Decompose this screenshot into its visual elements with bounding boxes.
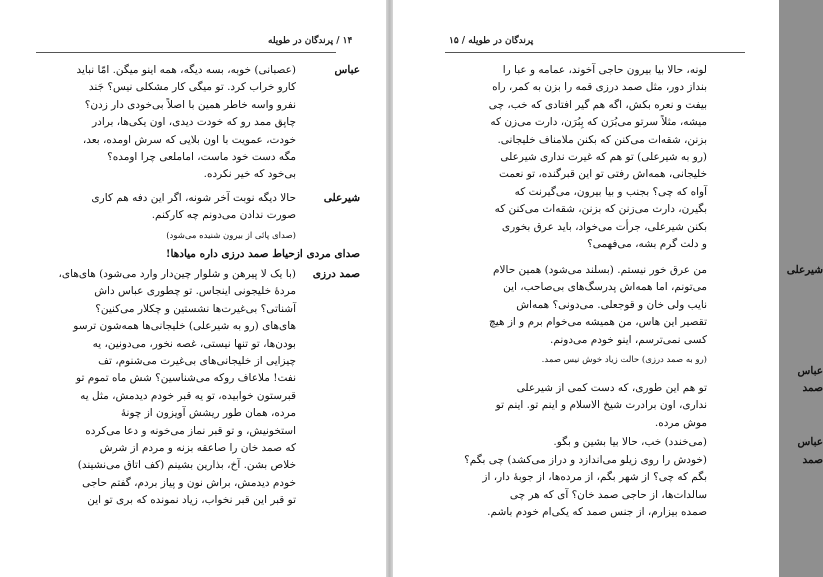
text-line: آشناتی؟ بی‌غیرت‌ها نشستین و چکلار می‌کنین؟ [95, 302, 296, 315]
dialogue-entry [441, 434, 823, 451]
speaker-name: عباس [797, 365, 823, 377]
stage-direction [441, 352, 759, 369]
text-line: که صمد خان را صاعقه بزنه و مردم از شرش [99, 442, 296, 455]
text-line: و دلت گرم بشه، می‌فهمی؟ [587, 238, 707, 251]
speaker-name: عباس [797, 436, 823, 448]
speaker-name: صمد درزی [312, 268, 360, 280]
stage-direction [30, 228, 360, 245]
left-page [0, 0, 386, 577]
text-line: صورت ندادن می‌دونم چه کارکنم. [151, 209, 296, 222]
speaker-name: شیرعلی [786, 264, 823, 276]
text-line: من عرق خور نیستم. (بسلند می‌شود) همین حالام [493, 264, 707, 276]
text-line: می‌تونم، اما همه‌اش پدرسگ‌های بی‌صاحب، این [503, 281, 707, 294]
text-line: آواه که چی؟ بجنب و بیا بیرون، می‌گیرنت که [514, 185, 707, 198]
text-line: (رو به شیرعلی) تو هم که غیرت نداری شیرعلی [500, 151, 707, 164]
text-line: بنداز دور، مثل صمد درزی قمه را بزن به کمر، راه [492, 81, 707, 94]
text-line: (می‌خندد) خب، حالا بیا بشین و بگو. [553, 436, 707, 448]
book-gutter [386, 0, 393, 577]
text-line: بی‌خود که خیر نکرده. [203, 168, 296, 181]
page-header: ۱۴ / پرندگان در طویله [268, 36, 353, 46]
text-line: موش مرده. [654, 416, 707, 429]
text-line: لونه، حالا بیا بیرون حاجی آخوند، عمامه و عبا را [502, 64, 707, 76]
text-line: بگم که چی؟ از شهر بگم، از مرده‌ها، از جوبهٔ دار، از [482, 471, 707, 484]
speaker-name: عباس [334, 64, 360, 76]
dialogue-text [441, 452, 707, 522]
right-page [393, 0, 823, 577]
text-line: نفت! ملاعاف روکه می‌شناسین؟ شش ماه تموم تو [76, 372, 296, 385]
stage-direction-text: (صدای پائی از بیرون شنیده می‌شود) [166, 231, 296, 241]
speaker-name: شیرعلی [323, 192, 360, 204]
dialogue-text [30, 190, 296, 225]
text-line: نداری، اون برادرت شیخ الاسلام و اینم تو. اینم تو [495, 399, 707, 412]
text-line: (با یک لا پیرهن و شلوار چین‌دار وارد می‌شود) های‌های، [58, 268, 296, 280]
text-line: های‌های (رو به شیرعلی) خلیجانی‌ها همه‌شون ترسو [73, 320, 296, 333]
dialogue-entry [441, 380, 823, 432]
sound-effect [30, 246, 360, 263]
text-line: میشه، مثلاً سرتو می‌بُرَن که بِبُرَن، دارت می‌زن که [490, 116, 707, 129]
text-line: نایب ولی خان و قوجعلی. می‌دونی؟ همه‌اش [516, 298, 707, 311]
header-rule [445, 52, 745, 53]
text-line: (خودش را روی زیلو می‌اندازد و دراز می‌کشد) چی بگم؟ [464, 454, 707, 466]
speaker-name: صمد [802, 454, 823, 466]
text-line: نفرو واسه خاطر همین با اصلاً بی‌خودی دار زدن؟ [84, 98, 296, 111]
text-line: بکنن شیرعلی، جرأت می‌خواد، باید عرق بخوری [501, 220, 707, 233]
dialogue-entry [441, 452, 823, 522]
text-line: سالدات‌ها، از حاجی صمد خان؟ آی که هر چی [509, 488, 707, 501]
text-line: مرده، همان طور ریشش آویزون از چونهٔ [120, 407, 296, 420]
stage-direction-text: (رو به صمد درزی) حالت زیاد خوش نیس صمد. [541, 355, 707, 365]
header-rule [36, 52, 336, 53]
sound-effect-text: صدای مردی ازحیاط صمد درزی داره میادها! [165, 248, 360, 260]
text-line: حالا دیگه نوبت آخر شونه، اگر این دفه هم کاری [91, 192, 296, 204]
text-line: مگه دست خود ماست، اماملعی چرا اومده؟ [107, 151, 296, 164]
text-line: بزنن، شقه‌ات می‌کنن که بکنن ملامناف خلیجانی. [497, 133, 707, 146]
dialogue-text [441, 262, 707, 349]
text-line: استخونیش، و تو قبر نماز می‌خونه و دعا می‌کرده [85, 424, 296, 437]
text-line: خودم دیدمش، براش نون و پیاز بردم، گفتم حاجی [82, 476, 296, 489]
text-line: بودن‌ها، تو تنها نیستی، غصه نخور، می‌دونین، یه [92, 337, 296, 350]
text-line: (عصبانی) خوبه، بسه دیگه، همه اینو میگن. امّا نباید [76, 64, 296, 76]
dialogue-continuation [441, 62, 759, 253]
text-line: صمده بیزارم، از جنس صمد که یکی‌ام خودم باشم. [487, 506, 707, 519]
text-line: بگیرن، دارت می‌زنن که بزنن، شقه‌ات می‌کنن که [494, 203, 707, 216]
text-line: چاپق ممد رو که خودت دیدی، اون یکی‌ها، برادر [92, 116, 296, 129]
speaker-name: صمد [802, 382, 823, 394]
text-line: چیزایی از خلیجانی‌های بی‌غیرت می‌شنوم، تف [98, 355, 296, 368]
dialogue-text [30, 62, 296, 184]
text-line: تو قبر این قبر نخواب، زیاد نمونده که بری تو این [87, 494, 296, 507]
dialogue-text [441, 62, 707, 253]
text-line: تو هم این طوری، که دست کمی از شیرعلی [516, 382, 707, 394]
dialogue-entry [30, 62, 360, 184]
text-line: خلیجانی، همه‌اش رفتی تو این قبرگنده، تو نعمت [499, 168, 707, 181]
text-line: بیفت و نعره بکش، اگه هم گیر افتادی که خب، چی [488, 98, 707, 111]
text-line: تقصیر این هاس، من همیشه می‌خوام برم و از هیچ [489, 316, 707, 329]
dialogue-text [30, 266, 296, 510]
dialogue-entry [30, 190, 360, 225]
text-line: مردهٔ خلیجونی اینجاس. تو چطوری عباس داش [94, 285, 296, 298]
dialogue-text [441, 380, 707, 432]
text-line: کسی نمی‌ترسم، اینو خودم می‌دونم. [550, 333, 707, 346]
text-line: قبرستون خوابیده، تو یه قبر خودم دیدمش، مثل یه [80, 389, 296, 402]
page-header: پرندگان در طویله / ۱۵ [449, 36, 534, 46]
dialogue-entry [441, 262, 823, 349]
dialogue-entry [30, 266, 360, 510]
text-line: کارو خراب کرد. تو میگی کار مشکلی نیس؟ جَند [88, 81, 296, 94]
dialogue-text [441, 434, 707, 451]
text-line: خودت، عمویت با اون بلایی که سرش اومده، بعد، [82, 133, 296, 146]
text-line: خلاص بشن. آخ، بذارین بشینم (کف اتاق می‌نشیند) [77, 459, 296, 472]
